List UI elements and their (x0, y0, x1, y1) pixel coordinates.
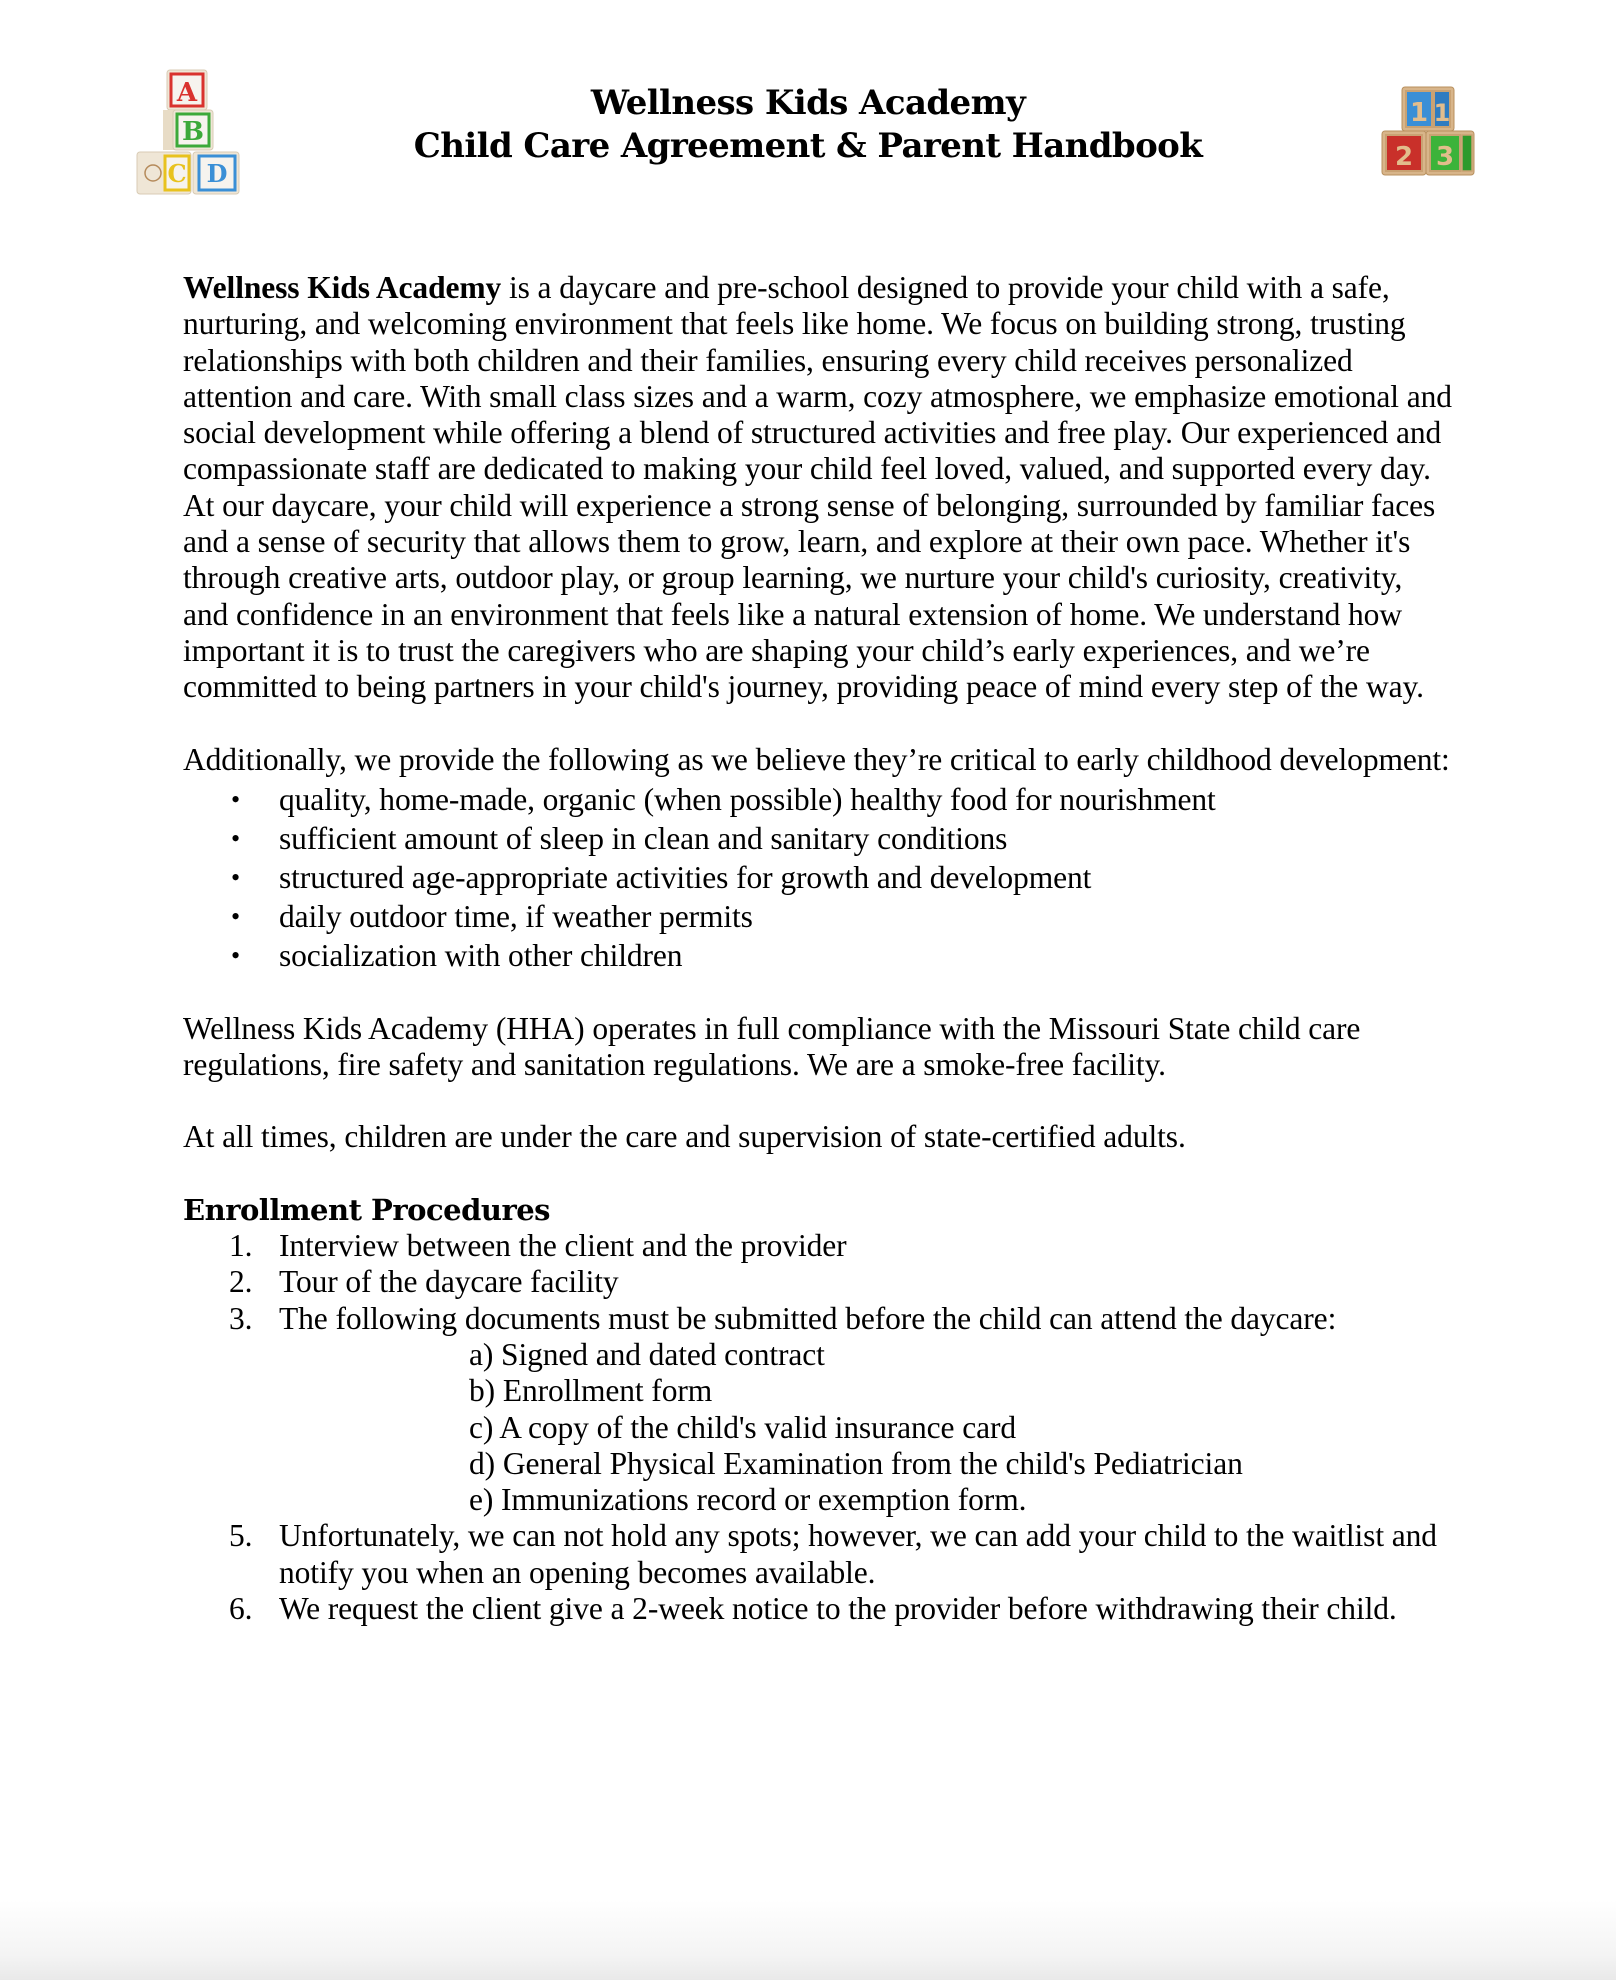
step-text: The following documents must be submitted before the child can attend the daycare: (279, 1300, 1337, 1336)
abc-blocks-icon (135, 68, 245, 196)
compliance-paragraph: Wellness Kids Academy (HHA) operates in full compliance with the Missouri State child care regulations, fire safety and sanitation regulations. We are a smoke-free facility. (183, 1010, 1361, 1083)
list-item-text: daily outdoor time, if weather permits (279, 898, 753, 934)
supervision-paragraph: At all times, children are under the care and supervision of state-certified adults. (183, 1119, 1186, 1155)
provisions-lead: Additionally, we provide the following as we believe they’re critical to early childhood development: (183, 741, 1450, 777)
step-number: 5. (229, 1518, 253, 1554)
bullet-icon: • (231, 823, 241, 853)
intro-bold-lead: Wellness Kids Academy (183, 270, 502, 305)
svg-text:3: 3 (1435, 142, 1455, 172)
bullet-icon: • (231, 862, 241, 892)
spacer (183, 1156, 1453, 1192)
bullet-icon: • (231, 901, 241, 931)
list-item (183, 819, 1453, 858)
title-line-2: Child Care Agreement & Parent Handbook (413, 126, 1203, 166)
list-item-text: structured age-appropriate activities for growth and development (279, 859, 1092, 895)
provisions-list (183, 780, 1453, 975)
document-item: b) Enrollment form (469, 1373, 713, 1409)
svg-text:2: 2 (1394, 142, 1414, 172)
step-number: 6. (229, 1591, 253, 1627)
svg-text:D: D (206, 159, 228, 188)
document-item: d) General Physical Examination from the child's Pediatrician (469, 1445, 1243, 1481)
svg-text:B: B (182, 117, 204, 147)
spacer (183, 706, 1453, 742)
document-item: e) Immunizations record or exemption form. (469, 1482, 1027, 1518)
list-item (183, 897, 1453, 936)
document-item: a) Signed and dated contract (469, 1336, 825, 1372)
step-text: Unfortunately, we can not hold any spots; however, we can add your child to the waitlist and notify you when an opening becomes available. (279, 1518, 1437, 1590)
step-text: Tour of the daycare facility (279, 1264, 619, 1300)
enrollment-steps (183, 1228, 1453, 1627)
svg-text:C: C (167, 159, 187, 188)
document-item: c) A copy of the child's valid insurance card (469, 1409, 1016, 1445)
step-number: 1. (229, 1228, 253, 1264)
spacer (183, 975, 1453, 1011)
list-item-text: quality, home-made, organic (when possible) healthy food for nourishment (279, 781, 1216, 817)
intro-paragraph (183, 270, 1453, 706)
enrollment-heading: Enrollment Procedures (183, 1192, 551, 1227)
step-text: We request the client give a 2-week notice to the provider before withdrawing their child. (279, 1591, 1397, 1627)
intro-text: is a daycare and pre-school designed to provide your child with a safe, nurturing, and welcoming environment that feels like home. We focus on building strong, trusting relationships with both children and their families, ensuring every child receives personalized attention and care. With small class sizes and a warm, cozy atmosphere, we emphasize emotional and social development while offering a blend of structured activities and free play. Our experienced and compassionate staff are dedicated to making your child feel loved, valued, and supported every day. At our daycare, your child will experience a strong sense of belonging, surrounded by familiar faces and a sense of security that allows them to grow, learn, and explore at their own pace. Whether it's through creative arts, outdoor play, or group learning, we nurture your child's curiosity, creativity, and confidence in an environment that feels like a natural extension of home. We understand how important it is to trust the caregivers who are shaping your child’s early experiences, and we’re committed to being partners in your child's journey, providing peace of mind every step of the way. (183, 270, 1452, 705)
bullet-icon: • (231, 940, 241, 970)
required-documents-list (279, 1337, 1453, 1518)
svg-text:A: A (176, 78, 198, 108)
svg-text:1: 1 (1433, 99, 1451, 127)
step-number: 2. (229, 1264, 253, 1300)
list-item-text: sufficient amount of sleep in clean and sanitary conditions (279, 820, 1008, 856)
123-blocks-icon (1378, 85, 1476, 177)
enrollment-step (183, 1518, 1453, 1591)
step-text: Interview between the client and the provider (279, 1228, 847, 1264)
list-item (183, 780, 1453, 819)
enrollment-step (183, 1228, 1453, 1264)
bullet-icon: • (231, 784, 241, 814)
enrollment-step (183, 1301, 1453, 1519)
list-item (183, 858, 1453, 897)
title-line-1: Wellness Kids Academy (590, 83, 1026, 123)
spacer (183, 1083, 1453, 1119)
list-item (183, 936, 1453, 975)
document-body (183, 270, 1453, 1627)
step-number: 3. (229, 1300, 253, 1336)
list-item-text: socialization with other children (279, 937, 683, 973)
enrollment-step (183, 1264, 1453, 1300)
svg-text:1: 1 (1409, 98, 1429, 128)
enrollment-step (183, 1591, 1453, 1627)
document-title (300, 82, 1316, 168)
